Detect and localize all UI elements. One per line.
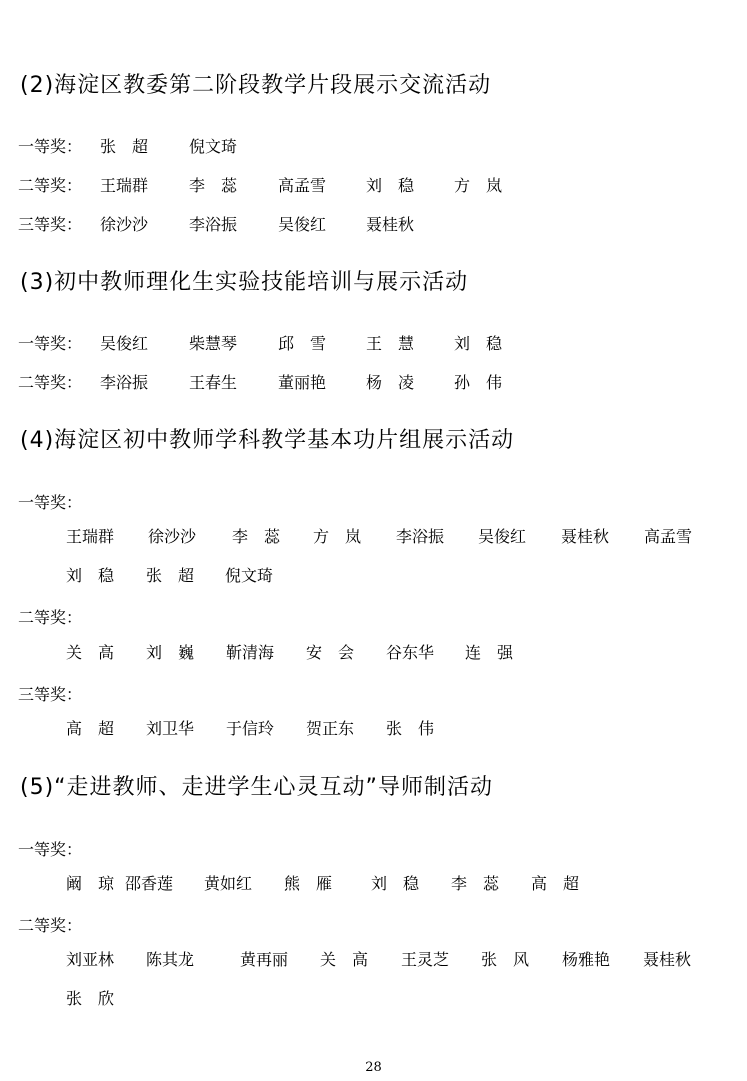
awardee-name: 李浴振 <box>396 527 445 546</box>
awardee-name: 聂桂秋 <box>366 215 415 234</box>
awardee-name: 关 高 <box>66 643 115 662</box>
awardee-name: 高 超 <box>66 719 115 738</box>
award-line <box>18 331 82 354</box>
awardee-name: 李浴振 <box>189 215 238 234</box>
awardee-name: 杨 凌 <box>366 373 415 392</box>
award-label: 二等奖： <box>18 176 83 195</box>
awardee-name: 张 超 <box>146 566 195 585</box>
awardee-name: 徐沙沙 <box>100 215 149 234</box>
award-line <box>18 134 82 157</box>
awardee-name: 陈其龙 <box>146 950 195 969</box>
awardee-name: 邵香莲 <box>125 874 174 893</box>
awardee-name: 阚 琼 <box>66 874 115 893</box>
awardee-name: 王灵芝 <box>401 950 450 969</box>
award-line <box>18 605 82 628</box>
awardee-name: 刘 巍 <box>146 643 195 662</box>
section-heading: (5)“走进教师、走进学生心灵互动”导师制活动 <box>20 775 493 800</box>
awardee-name: 贺正东 <box>306 719 355 738</box>
award-line <box>18 370 82 393</box>
awardee-name: 黄再丽 <box>240 950 289 969</box>
award-line <box>18 490 82 513</box>
section-heading: (3)初中教师理化生实验技能培训与展示活动 <box>20 270 469 295</box>
award-label: 一等奖： <box>18 493 83 512</box>
awardee-name: 于信玲 <box>226 719 275 738</box>
awardee-name: 连 强 <box>465 643 514 662</box>
page-number: 28 <box>365 1060 382 1075</box>
awardee-name: 王 慧 <box>366 334 415 353</box>
awardee-name: 高孟雪 <box>644 527 693 546</box>
award-line <box>18 212 82 235</box>
awardee-name: 聂桂秋 <box>643 950 692 969</box>
awardee-name: 高 超 <box>531 874 580 893</box>
award-line <box>18 173 82 196</box>
award-label: 二等奖： <box>18 916 83 935</box>
awardee-name: 刘 稳 <box>366 176 415 195</box>
awardee-name: 张 风 <box>481 950 530 969</box>
awardee-name: 李 蕊 <box>451 874 500 893</box>
awardee-name: 王春生 <box>189 373 238 392</box>
awardee-name: 倪文琦 <box>189 137 238 156</box>
award-label: 二等奖： <box>18 608 83 627</box>
awardee-name: 吴俊红 <box>478 527 527 546</box>
awardee-name: 张 超 <box>100 137 149 156</box>
award-label: 一等奖： <box>18 334 83 353</box>
awardee-name: 吴俊红 <box>278 215 327 234</box>
awardee-name: 李 蕊 <box>189 176 238 195</box>
awardee-name: 刘亚林 <box>66 950 115 969</box>
awardee-name: 倪文琦 <box>225 566 274 585</box>
awardee-name: 李浴振 <box>100 373 149 392</box>
awardee-name: 王瑞群 <box>100 176 149 195</box>
awardee-name: 董丽艳 <box>278 373 327 392</box>
awardee-name: 刘卫华 <box>146 719 195 738</box>
awardee-name: 刘 稳 <box>66 566 115 585</box>
awardee-name: 王瑞群 <box>66 527 115 546</box>
awardee-name: 刘 稳 <box>454 334 503 353</box>
awardee-name: 张 伟 <box>386 719 435 738</box>
awardee-name: 谷东华 <box>386 643 435 662</box>
awardee-name: 方 岚 <box>454 176 503 195</box>
awardee-name: 安 会 <box>306 643 355 662</box>
awardee-name: 李 蕊 <box>232 527 281 546</box>
award-label: 三等奖： <box>18 215 83 234</box>
awardee-name: 张 欣 <box>66 989 115 1008</box>
awardee-name: 聂桂秋 <box>561 527 610 546</box>
award-line <box>18 837 82 860</box>
awardee-name: 柴慧琴 <box>189 334 238 353</box>
awardee-name: 熊 雁 <box>284 874 333 893</box>
awardee-name: 方 岚 <box>313 527 362 546</box>
section-heading: (4)海淀区初中教师学科教学基本功片组展示活动 <box>20 428 515 453</box>
awardee-name: 刘 稳 <box>371 874 420 893</box>
award-label: 二等奖： <box>18 373 83 392</box>
section-heading: (2)海淀区教委第二阶段教学片段展示交流活动 <box>20 73 492 98</box>
award-line <box>18 913 82 936</box>
awardee-name: 靳清海 <box>226 643 275 662</box>
awardee-name: 黄如红 <box>204 874 253 893</box>
award-label: 三等奖： <box>18 685 83 704</box>
awardee-name: 高孟雪 <box>278 176 327 195</box>
awardee-name: 孙 伟 <box>454 373 503 392</box>
awardee-name: 关 高 <box>320 950 369 969</box>
awardee-name: 徐沙沙 <box>148 527 197 546</box>
award-label: 一等奖： <box>18 137 83 156</box>
awardee-name: 邱 雪 <box>278 334 327 353</box>
award-line <box>18 682 82 705</box>
awardee-name: 吴俊红 <box>100 334 149 353</box>
award-label: 一等奖： <box>18 840 83 859</box>
awardee-name: 杨雅艳 <box>562 950 611 969</box>
